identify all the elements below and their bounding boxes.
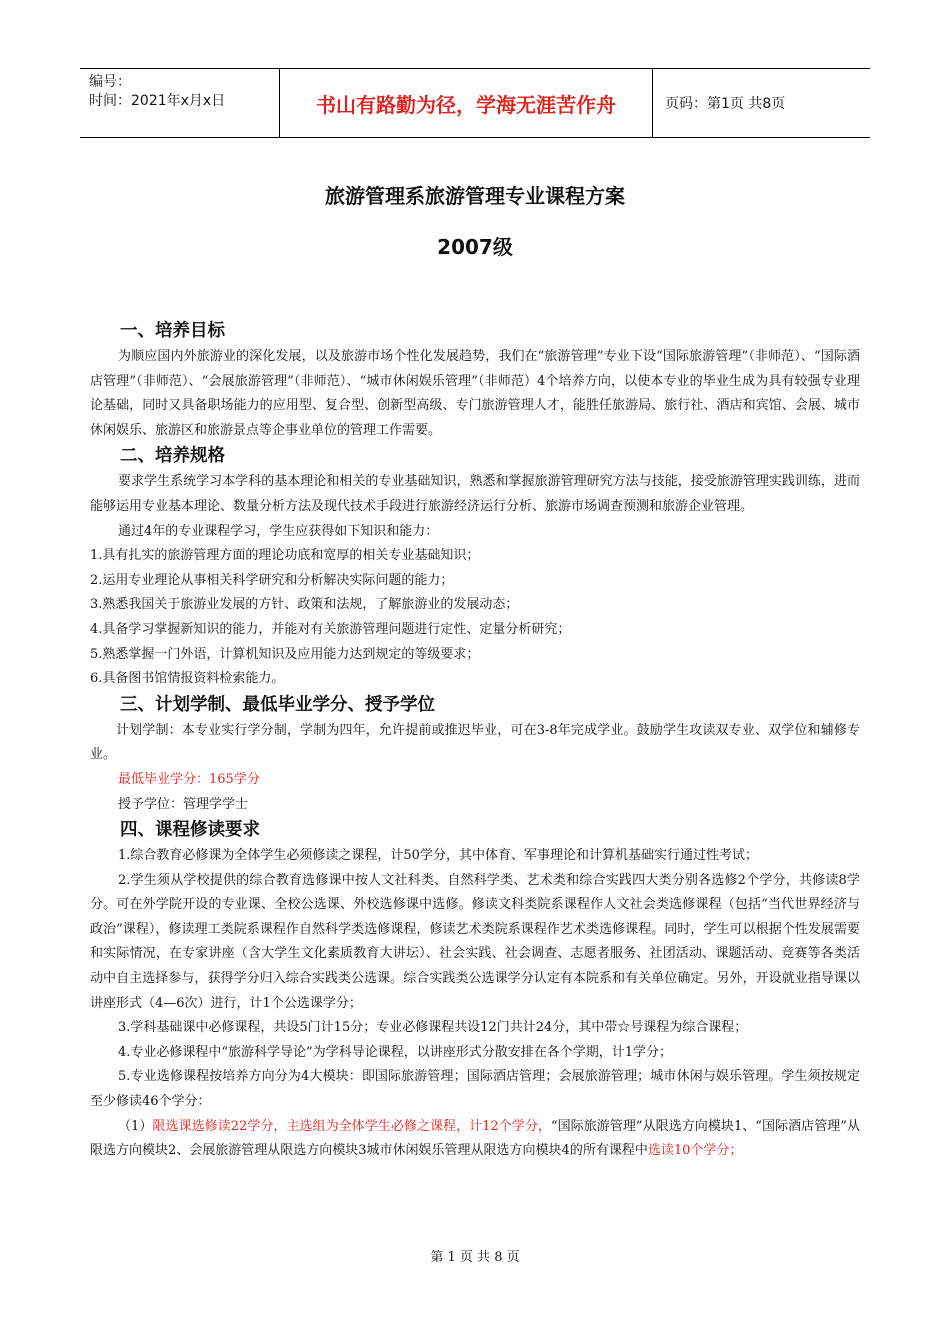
- list-item: 1.具有扎实的旅游管理方面的理论功底和宽厚的相关专业基础知识；: [90, 548, 480, 564]
- paragraph: [90, 1115, 860, 1164]
- section-heading-specs: 二、培养规格: [120, 446, 225, 467]
- document-subtitle: 2007级: [437, 235, 513, 259]
- section-heading-goals: 一、培养目标: [120, 321, 225, 341]
- document-title: 旅游管理系旅游管理专业课程方案: [325, 184, 625, 208]
- paragraph: 5.专业选修课程按培养方向分为4大模块：即国际旅游管理；国际酒店管理；会展旅游管理；城市休闲与娱乐管理。学生须按规定至少修读46个学分：: [90, 1069, 860, 1110]
- document-body: [90, 318, 860, 1164]
- document-time-label: 时间：2021年x月x日: [89, 93, 226, 109]
- page-footer: 第 1 页 共 8 页: [430, 1250, 520, 1265]
- paragraph: 为顺应国内外旅游业的深化发展，以及旅游市场个性化发展趋势，我们在“旅游管理”专业下设“国际旅游管理”（非师范）、“国际酒店管理”（非师范）、“会展旅游管理”（非师范）、“城市休闲娱乐管理”（非师范）4个培养方向，以使本专业的毕业生成为具有较强专业理论基础，同时又具备职场能力的应用型、复合型、创新型高级、专门旅游管理人才，能胜任旅游局、旅行社、酒店和宾馆、会展、城市休闲娱乐、旅游区和旅游景点等企事业单位的管理工作需要。: [90, 349, 860, 438]
- highlighted-text: 限选课选修读22学分，主选组为全体学生必修之课程，计12个学分，: [152, 1118, 551, 1134]
- paragraph-prefix: （1）: [118, 1118, 153, 1134]
- section-heading-requirements: 四、课程修读要求: [120, 820, 260, 841]
- header-motto: 书山有路勤为径，学海无涯苦作舟: [280, 69, 653, 137]
- header-meta: [80, 69, 280, 137]
- section-heading-system: 三、计划学制、最低毕业学分、授予学位: [120, 694, 435, 715]
- paragraph: 4.专业必修课程中“旅游科学导论”为学科导论课程，以讲座形式分散安排在各个学期，计1学分；: [118, 1044, 672, 1060]
- header-page-info: 页码：第1页 共8页: [665, 96, 786, 112]
- paragraph: 通过4年的专业课程学习，学生应获得如下知识和能力：: [118, 523, 439, 539]
- degree-text: 授予学位：管理学学士: [118, 796, 249, 812]
- highlighted-text: 选读10个学分；: [647, 1143, 743, 1159]
- list-item: 5.熟悉掌握一门外语，计算机知识及应用能力达到规定的等级要求；: [90, 646, 480, 662]
- list-item: 3.熟悉我国关于旅游业发展的方针、政策和法规，了解旅游业的发展动态；: [90, 597, 519, 613]
- paragraph: 要求学生系统学习本学科的基本理论和相关的专业基础知识，熟悉和掌握旅游管理研究方法与技能，接受旅游管理实践训练，进而能够运用专业基本理论、数量分析方法及现代技术手段进行旅游经济运行分析、旅游市场调查预测和旅游企业管理。: [90, 474, 860, 514]
- list-item: 4.具备学习掌握新知识的能力，并能对有关旅游管理问题进行定性、定量分析研究；: [90, 621, 571, 637]
- list-item: 2.运用专业理论从事相关科学研究和分析解决实际问题的能力；: [90, 572, 454, 588]
- paragraph: 1.综合教育必修课为全体学生必须修读之课程，计50学分，其中体育、军事理论和计算机基础实行通过性考试；: [118, 848, 758, 864]
- page-header: [80, 68, 870, 138]
- document-number-label: 编号：: [89, 74, 131, 90]
- paragraph: 3.学科基础课中必修课程，共设5门计15分；专业必修课程共设12门共计24分，其中带☆号课程为综合课程；: [118, 1020, 748, 1036]
- paragraph-text: “国际旅游管理”从限选方向模块1、“国际酒店管理”从限选方向模块2、会展旅游管理从限选方向模块3城市休闲娱乐管理从限选方向模块4的所有课程中: [90, 1118, 860, 1159]
- list-item: 6.具备图书馆情报资料检索能力。: [90, 671, 285, 687]
- paragraph: 计划学制：本专业实行学分制，学制为四年，允许提前或推迟毕业，可在3-8年完成学业。鼓励学生攻读双专业、双学位和辅修专业。: [90, 722, 860, 763]
- min-credits-text: 最低毕业学分：165学分: [118, 771, 260, 787]
- paragraph: 2.学生须从学校提供的综合教育选修课中按人文社科类、自然科学类、艺术类和综合实践四大类分别各选修2个学分，共修读8学分。可在外学院开设的专业课、全校公选课、外校选修课中选修。修读文科类院系课程作人文社会类选修课程（包括“当代世界经济与政治”课程），修读理工类院系课程作自然科学类选修课程，修读艺术类院系课程作艺术类选修课程。同时，学生可以根据个性发展需要和实际情况，在专家讲座（含大学生文化素质教育大讲坛）、社会实践、社会调查、志愿者服务、社团活动、课题活动、竞赛等各类活动中自主选择参与，获得学分归入综合实践类公选课。综合实践类公选课学分认定有本院系和有关单位确定。另外，开设就业指导课以讲座形式（4—6次）进行，计1个公选课学分；: [90, 872, 860, 1011]
